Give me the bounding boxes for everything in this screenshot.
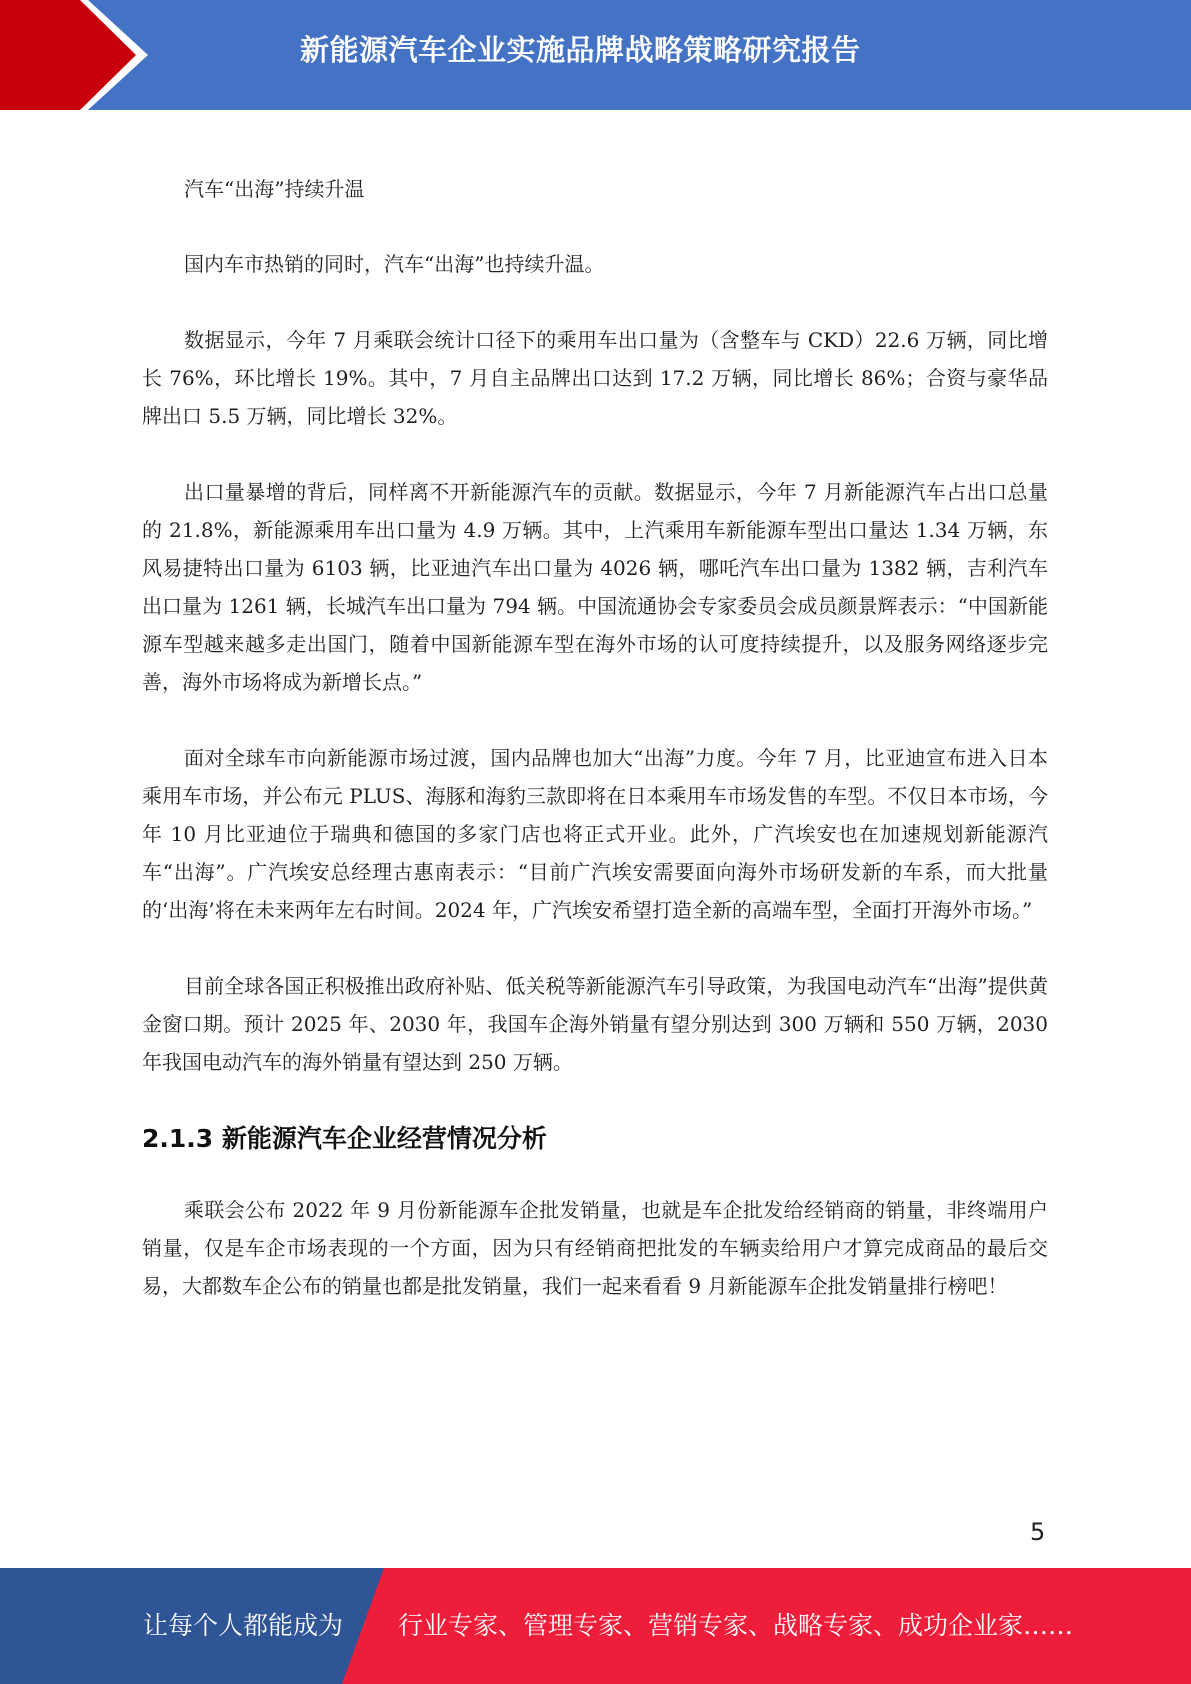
section-heading: 2.1.3 新能源汽车企业经营情况分析 (142, 1124, 547, 1153)
paragraph: 国内车市热销的同时，汽车“出海”也持续升温。 (184, 252, 605, 276)
paragraph: 目前全球各国正积极推出政府补贴、低关税等新能源汽车引导政策，为我国电动汽车“出海”提供黄金窗口期。预计 2025 年、2030 年，我国车企海外销量有望分别达到 300 万辆和 550 万辆，2030 年我国电动汽车的海外销量有望达到 250 万辆。 (142, 974, 1048, 1074)
page-content (142, 170, 1048, 1343)
page-number: 5 (1030, 1518, 1046, 1546)
footer-slogan-left: 让每个人都能成为 (143, 1611, 344, 1640)
header-arrow-decoration (0, 0, 160, 110)
paragraph: 出口量暴增的背后，同样离不开新能源汽车的贡献。数据显示，今年 7 月新能源汽车占出口总量的 21.8%，新能源乘用车出口量为 4.9 万辆。其中，上汽乘用车新能源车型出口量达 1.34 万辆，东风易捷特出口量为 6103 辆，比亚迪汽车出口量为 4026 辆，哪吒汽车出口量为 1382 辆，吉利汽车出口量为 1261 辆，长城汽车出口量为 794 辆。中国流通协会专家委员会成员颜景辉表示：“中国新能源车型越来越多走出国门，随着中国新能源车型在海外市场的认可度持续提升，以及服务网络逐步完善，海外市场将成为新增长点。” (142, 480, 1048, 694)
paragraph: 数据显示，今年 7 月乘联会统计口径下的乘用车出口量为（含整车与 CKD）22.6 万辆，同比增长 76%，环比增长 19%。其中，7 月自主品牌出口达到 17.2 万辆，同比增长 86%；合资与豪华品牌出口 5.5 万辆，同比增长 32%。 (142, 328, 1048, 428)
paragraph: 乘联会公布 2022 年 9 月份新能源车企批发销量，也就是车企批发给经销商的销量，非终端用户销量，仅是车企市场表现的一个方面，因为只有经销商把批发的车辆卖给用户才算完成商品的最后交易，大都数车企公布的销量也都是批发销量，我们一起来看看 9 月新能源车企批发销量排行榜吧！ (142, 1198, 1048, 1298)
footer-banner (0, 1568, 1191, 1684)
paragraph-subtitle: 汽车“出海”持续升温 (184, 177, 365, 201)
footer-slogan-right: 行业专家、管理专家、营销专家、战略专家、成功企业家…… (398, 1611, 1074, 1640)
document-title: 新能源汽车企业实施品牌战略策略研究报告 (300, 33, 861, 67)
header-banner (0, 0, 1191, 110)
paragraph: 面对全球车市向新能源市场过渡，国内品牌也加大“出海”力度。今年 7 月，比亚迪宣布进入日本乘用车市场，并公布元 PLUS、海豚和海豹三款即将在日本乘用车市场发售的车型。不仅日本市场，今年 10 月比亚迪位于瑞典和德国的多家门店也将正式开业。此外，广汽埃安也在加速规划新能源汽车“出海”。广汽埃安总经理古惠南表示：“目前广汽埃安需要面向海外市场研发新的车系，而大批量的‘出海’将在未来两年左右时间。2024 年，广汽埃安希望打造全新的高端车型，全面打开海外市场。” (142, 746, 1048, 922)
